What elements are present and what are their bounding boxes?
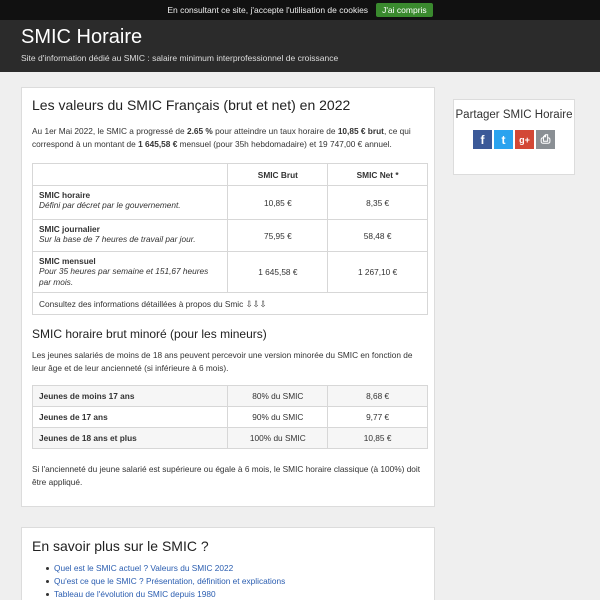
intro-text-2: pour atteindre un taux horaire de [212,126,338,136]
brut-value: 1 645,58 € [228,252,328,293]
net-value: 58,48 € [328,220,428,252]
intro-bold-3: 1 645,58 € [138,139,178,149]
intro-text-3: , ce qui correspond à un montant de [32,126,411,149]
row-description: Défini par décret par le gouvernement. [39,200,181,210]
age-label: Jeunes de 17 ans [33,407,228,428]
share-title: Partager SMIC Horaire [455,109,573,121]
site-tagline: Site d'information dédié au SMIC : salaire minimum interprofessionnel de croissance [21,53,339,63]
more-info-panel [21,527,435,600]
table-row [33,428,428,449]
brut-value: 75,95 € [228,220,328,252]
intro-text-1: Au 1er Mai 2022, le SMIC a progressé de [32,126,187,136]
site-header [0,20,600,72]
row-description: Sur la base de 7 heures de travail par jour. [39,234,196,244]
cookie-banner [0,0,600,20]
table-header-row [33,164,428,186]
minor-section-title: SMIC horaire brut minoré (pour les mineurs) [32,327,267,341]
age-label: Jeunes de 18 ans et plus [33,428,228,449]
row-label: SMIC mensuel [39,256,96,266]
table-row [33,252,428,293]
net-value: 1 267,10 € [328,252,428,293]
hourly-value: 10,85 € [328,428,428,449]
minor-table [32,385,428,449]
print-icon[interactable]: ⎙ [536,130,555,149]
page-title: Les valeurs du SMIC Français (brut et net) en 2022 [32,97,351,113]
list-item [46,562,424,575]
row-label: SMIC journalier [39,224,100,234]
intro-paragraph [32,125,424,151]
intro-bold-2: 10,85 € brut [337,126,384,136]
more-title: En savoir plus sur le SMIC ? [32,538,209,554]
hourly-value: 8,68 € [328,386,428,407]
link-smic-definition[interactable]: Qu'est ce que le SMIC ? Présentation, définition et explications [54,576,286,586]
row-label-cell [33,252,228,293]
list-item [46,588,424,600]
row-label-cell [33,186,228,220]
percent-value: 100% du SMIC [228,428,328,449]
table-header-net: SMIC Net * [328,164,428,186]
percent-value: 80% du SMIC [228,386,328,407]
table-row [33,386,428,407]
cookie-text: En consultant ce site, j'accepte l'utilisation de cookies [167,5,369,15]
net-value: 8,35 € [328,186,428,220]
minor-note: Si l'ancienneté du jeune salarié est supérieure ou égale à 6 mois, le SMIC horaire classique (à 100%) doit être appliqué. [32,464,421,487]
link-current-smic[interactable]: Quel est le SMIC actuel ? Valeurs du SMIC 2022 [54,563,234,573]
more-links-list [32,562,424,600]
table-row [33,186,428,220]
list-item [46,575,424,588]
main-content [21,87,435,507]
intro-text-4: mensuel (pour 35h hebdomadaire) et 19 747,00 € annuel. [177,139,392,149]
row-label: SMIC horaire [39,190,91,200]
site-title[interactable]: SMIC Horaire [21,26,143,48]
table-header-empty [33,164,228,186]
table-header-brut: SMIC Brut [228,164,328,186]
accept-cookies-button[interactable]: J'ai compris [376,3,433,17]
row-description: Pour 35 heures par semaine et 151,67 heures par mois. [39,266,209,287]
minor-description: Les jeunes salariés de moins de 18 ans peuvent percevoir une version minorée du SMIC en fonction de leur âge et de leur ancienneté (si inférieure à 6 mois). [32,350,413,373]
hourly-value: 9,77 € [328,407,428,428]
intro-bold-1: 2.65 % [186,126,213,136]
age-label: Jeunes de moins 17 ans [33,386,228,407]
percent-value: 90% du SMIC [228,407,328,428]
facebook-icon[interactable]: f [473,130,492,149]
share-panel [453,99,575,175]
table-footer-row [33,293,428,315]
twitter-icon[interactable]: t [494,130,513,149]
row-label-cell [33,220,228,252]
link-smic-history[interactable]: Tableau de l'évolution du SMIC depuis 1980 [54,589,216,599]
table-row [33,407,428,428]
table-row [33,220,428,252]
smic-values-table [32,163,428,315]
brut-value: 10,85 € [228,186,328,220]
share-buttons [454,130,574,149]
details-link[interactable]: Consultez des informations détaillées à propos du Smic ⇩⇩⇩ [33,293,428,315]
google-plus-icon[interactable]: g+ [515,130,534,149]
